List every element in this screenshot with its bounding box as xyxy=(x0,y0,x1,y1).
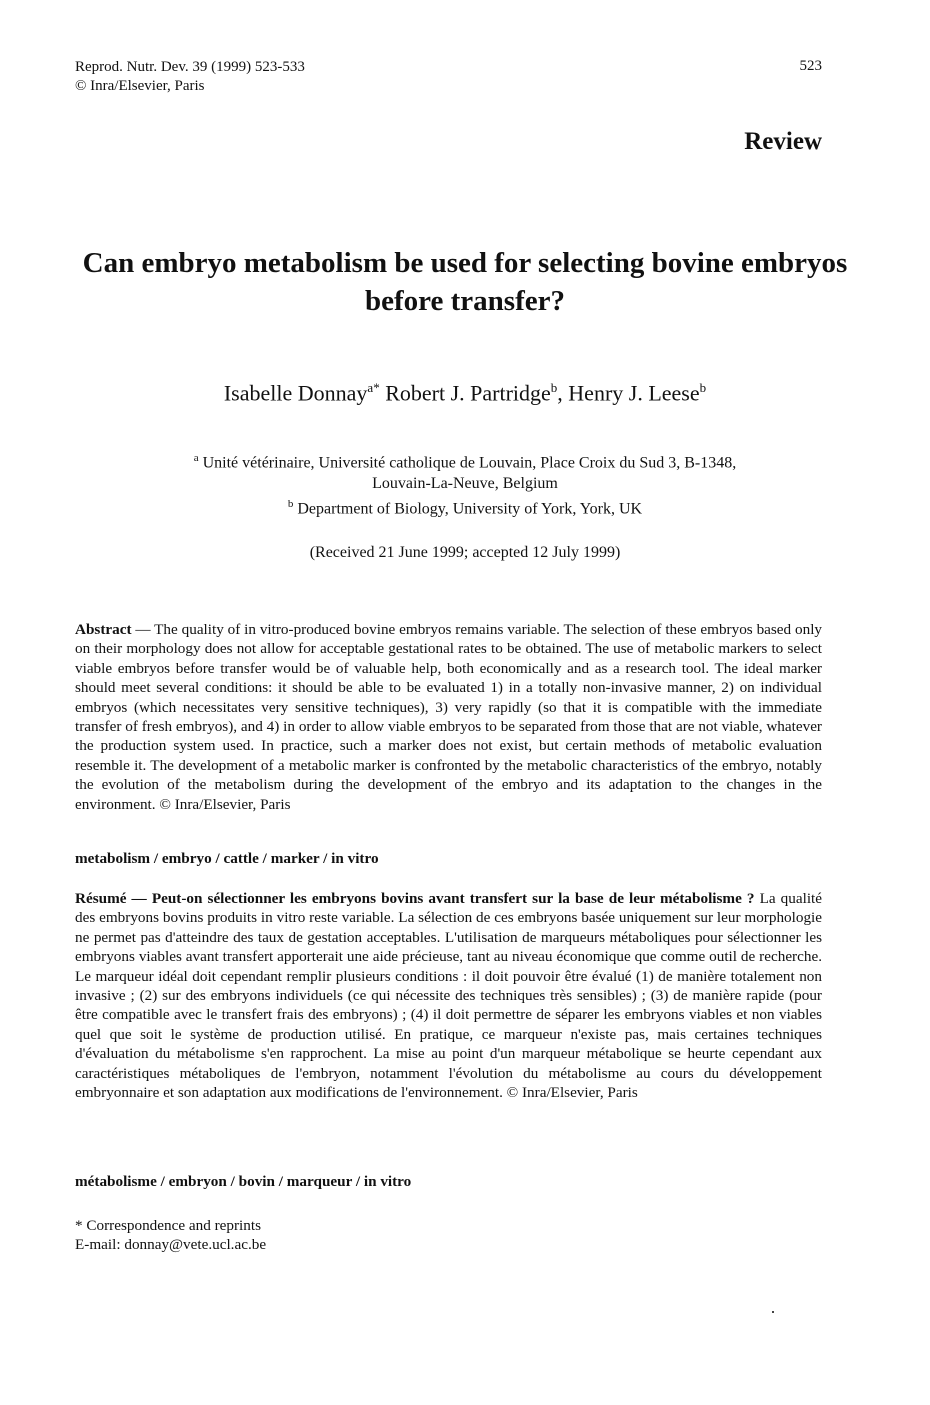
abstract xyxy=(75,620,822,814)
resume-text: La qualité des embryons bovins produits in vitro reste variable. La sélection de ces embryons basée uniquement sur leur morphologie ne permet pas d'atteindre des taux de gestation acceptables. L'utilisation de marqueurs métaboliques pour sélectionner les embryons viables avant transfert apporterait une aide précieuse, tant au niveau économique que comme outil de recherche. Le marqueur idéal doit cependant remplir plusieurs conditions : il doit pouvoir être évalué (1) de manière totalement non invasive ; (2) sur des embryons individuels (ce qui nécessite des techniques très sensibles) ; (3) de manière rapide (pour être compatible avec le transfert frais des embryons) ; (4) il doit permettre de séparer les embryons viables et non viables quel que soit le système de production utilisé. En pratique, ce marqueur n'existe pas, mais certaines techniques d'évaluation du métabolisme s'en rapprochent. La mise au point d'un marqueur métabolique se heurte cependant aux caractéristiques métaboliques de l'embryon, notamment l'évolution du métabolisme au cours du développement embryonnaire et son adaptation aux modifications de l'environnement. © Inra/Elsevier, Paris xyxy=(75,890,823,1102)
affiliation-mark: b xyxy=(287,498,294,511)
footnote xyxy=(75,1216,266,1254)
author-name: Isabelle Donnay xyxy=(223,380,368,406)
article-title: Can embryo metabolism be used for selecting bovine embryos before transfer? xyxy=(82,247,848,317)
abstract-label: Abstract xyxy=(75,621,132,638)
received-dates: (Received 21 June 1999; accepted 12 July 1999) xyxy=(309,544,621,561)
affiliation-mark: a xyxy=(193,452,199,464)
resume-title: Peut-on sélectionner les embryons bovins avant transfert sur la base de leur métabolisme ? xyxy=(151,890,755,907)
copyright-line: © Inra/Elsevier, Paris xyxy=(75,78,205,94)
section-label: Review xyxy=(744,128,822,155)
journal-citation xyxy=(75,58,305,96)
correspondence-note: * Correspondence and reprints xyxy=(75,1217,261,1234)
author-separator: , xyxy=(557,380,569,406)
journal-line: Reprod. Nutr. Dev. 39 (1999) 523-533 xyxy=(75,59,305,75)
resume-label: Résumé xyxy=(75,890,127,907)
keywords-french: métabolisme / embryon / bovin / marqueur / in vitro xyxy=(75,1173,412,1190)
affiliation-text: Unité vétérinaire, Université catholique de Louvain, Place Croix du Sud 3, B-1348, xyxy=(202,454,737,472)
keywords-english: metabolism / embryo / cattle / marker / in vitro xyxy=(75,850,379,867)
email-line: E-mail: donnay@vete.ucl.ac.be xyxy=(75,1236,267,1253)
author-mark: a* xyxy=(367,380,380,395)
affiliations xyxy=(60,448,870,520)
affiliation-a-cont: Louvain-La-Neuve, Belgium xyxy=(372,475,558,493)
print-speck xyxy=(772,1311,774,1313)
affiliation-b xyxy=(60,494,870,519)
author-mark: b xyxy=(550,380,558,395)
affiliation-a xyxy=(60,448,870,473)
page-number: 523 xyxy=(799,58,822,74)
author-list xyxy=(60,380,870,406)
affiliation-text: Department of Biology, University of York, York, UK xyxy=(297,500,643,518)
resume xyxy=(75,889,822,1102)
abstract-dash: — xyxy=(131,621,155,638)
abstract-text: The quality of in vitro-produced bovine embryos remains variable. The selection of these embryos based only on their morphology does not allow for acceptable gestational rates to be obtained. The use of metabolic markers to select viable embryos before transfer would be of valuable help, both economically and as a research tool. The ideal marker should meet several conditions: it should be able to be evaluated 1) in a totally non-invasive manner, 2) on individual embryos (which necessitates very sensitive techniques), 3) very rapidly (so that it is compatible with the immediate transfer of fresh embryos), and 4) in order to allow viable embryos to be separated from those that are not viable, whatever the production system used. In practice, such a marker does not exist, but certain methods of metabolic evaluation resemble it. The development of a metabolic marker is confronted by the metabolic characteristics of the embryo, notably the evolution of the metabolism during the development of the embryo and its adaptation to the changes in the environment. © Inra/Elsevier, Paris xyxy=(75,621,823,813)
author-name: Henry J. Leese xyxy=(568,380,700,406)
author-name: Robert J. Partridge xyxy=(385,380,551,406)
resume-dash: — xyxy=(126,890,152,907)
author-mark: b xyxy=(699,380,707,395)
